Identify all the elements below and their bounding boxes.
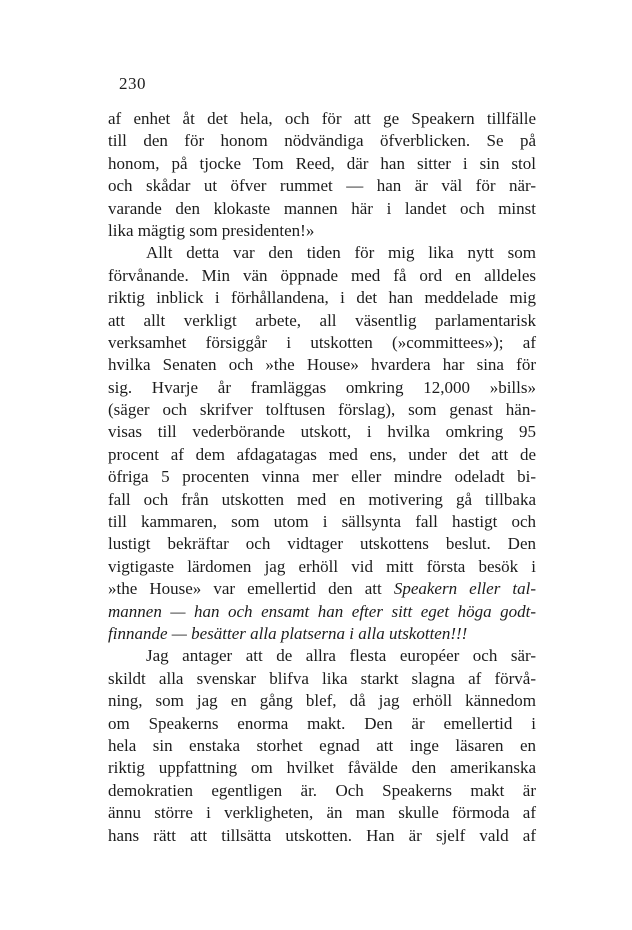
- text-line: (säger och skrifver tolftusen förslag), som genast hän-: [108, 400, 536, 420]
- body-text: [108, 108, 536, 847]
- text-line: förvånande. Min vän öppnade med få ord en alldeles: [108, 265, 536, 285]
- text-line: lika mägtig som presidenten!»: [108, 220, 315, 240]
- text-line: och skådar ut öfver rummet — han är väl för när-: [108, 176, 536, 196]
- text-line: till kammaren, som utom i sällsynta fall hastigt och: [108, 512, 536, 532]
- italic-emphasis: Speakern eller tal-: [393, 579, 536, 599]
- text-line: riktig inblick i förhållandena, i det han meddelade mig: [108, 288, 536, 308]
- text-line: sig. Hvarje år framläggas omkring 12,000 »bills»: [108, 377, 536, 397]
- text-line: att allt verkligt arbete, all väsentlig parlamentarisk: [108, 310, 536, 330]
- text-line: riktig uppfattning om hvilket fåvälde den amerikanska: [108, 758, 536, 778]
- text-line: lustigt bekräftar och vidtager utskottens beslut. Den: [108, 534, 536, 554]
- text-run: »the House» var emellertid den att: [108, 579, 382, 599]
- text-line: mannen — han och ensamt han efter sitt eget höga godt-: [108, 601, 536, 621]
- page-number: 230: [119, 74, 146, 93]
- text-line: procent af dem afdagatagas med ens, under det att de: [108, 444, 536, 464]
- text-line: till den för honom nödvändiga öfverblicken. Se på: [108, 131, 536, 151]
- text-line: verksamhet försiggår i utskotten (»committees»); af: [108, 332, 536, 352]
- text-line: finnande — besätter alla platserna i alla utskotten!!!: [108, 623, 468, 643]
- text-line: varande den klokaste mannen här i landet och minst: [108, 198, 536, 218]
- text-line: visas till vederbörande utskott, i hvilka omkring 95: [108, 422, 536, 442]
- text-line: ännu större i verkligheten, än man skulle förmoda af: [108, 803, 536, 823]
- text-line: Allt detta var den tiden för mig lika nytt som: [146, 243, 536, 263]
- text-line: af enhet åt det hela, och för att ge Speakern tillfälle: [108, 109, 536, 128]
- text-line: demokratien egentligen är. Och Speakerns makt är: [108, 780, 536, 800]
- text-line: om Speakerns enorma makt. Den är emellertid i: [108, 713, 536, 733]
- text-line: öfriga 5 procenten vinna mer eller mindre odeladt bi-: [108, 467, 536, 487]
- text-line: skildt alla svenskar blifva lika starkt slagna af förvå-: [108, 668, 536, 688]
- text-line: honom, på tjocke Tom Reed, där han sitter i sin stol: [108, 153, 536, 173]
- text-line: hans rätt att tillsätta utskotten. Han är sjelf vald af: [108, 825, 536, 845]
- text-line: hela sin enstaka storhet egnad att inge läsaren en: [108, 735, 536, 755]
- text-line: fall och från utskotten med en motivering gå tillbaka: [108, 489, 536, 509]
- text-line: ning, som jag en gång blef, då jag erhöll kännedom: [108, 691, 536, 711]
- text-line: vigtigaste lärdomen jag erhöll vid mitt första besök i: [108, 556, 536, 576]
- text-line: hvilka Senaten och »the House» hvardera har sina för: [108, 355, 536, 375]
- text-line: Jag antager att de allra flesta européer och sär-: [146, 646, 536, 666]
- text-line: [108, 578, 536, 600]
